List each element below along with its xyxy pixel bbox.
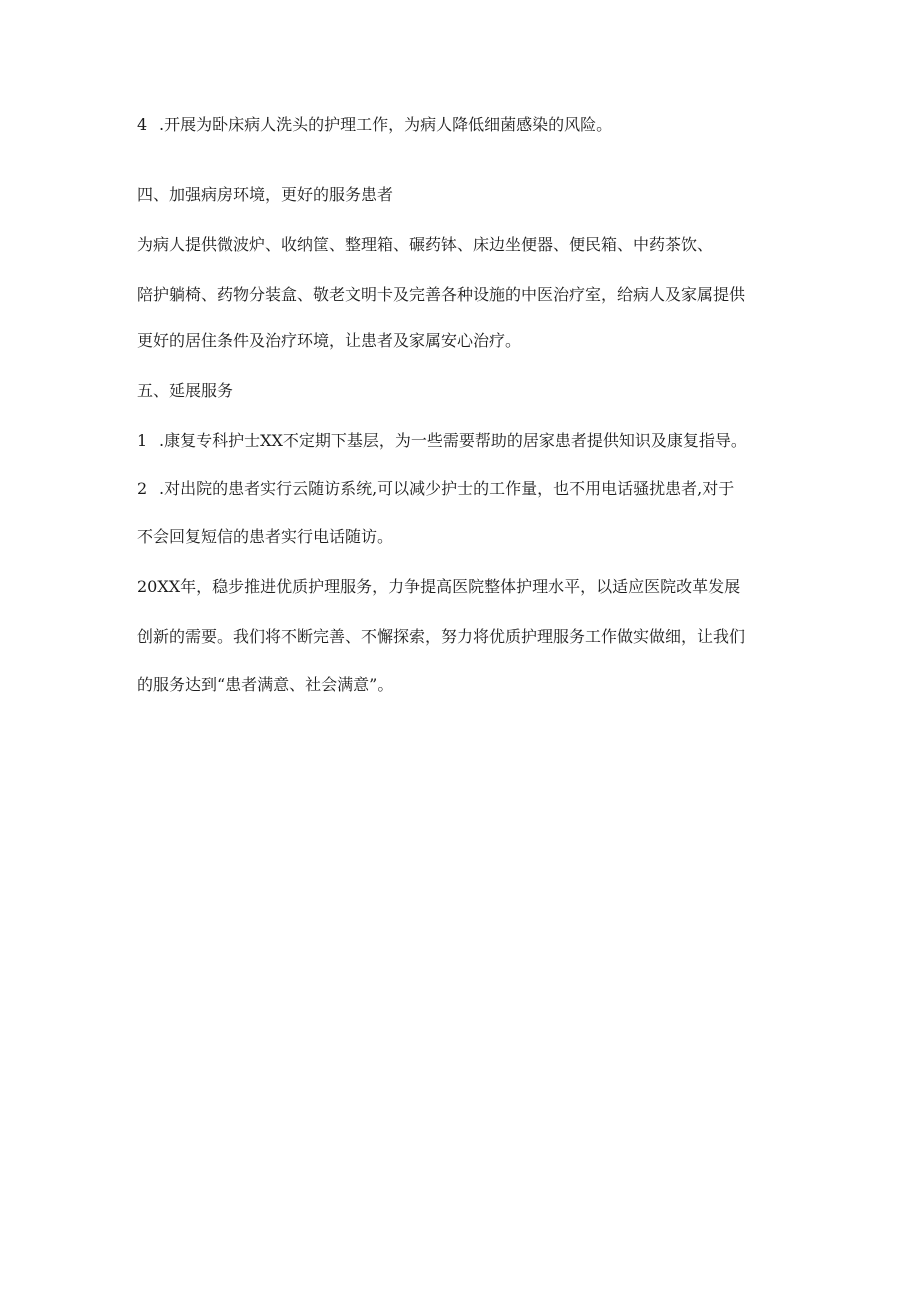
section-5-item-1-number: 1 — [137, 431, 148, 450]
section-5-item-2-number: 2 — [137, 479, 148, 498]
section-4-heading: 四、加强病房环境，更好的服务患者 — [137, 185, 394, 204]
section-5-item-1-text: .康复专科护士XX不定期下基层，为一些需要帮助的居家患者提供知识及康复指导。 — [159, 431, 747, 450]
section-5-heading: 五、延展服务 — [137, 381, 234, 400]
item-4-text: .开展为卧床病人洗头的护理工作，为病人降低细菌感染的风险。 — [159, 115, 613, 134]
item-4-number: 4 — [137, 115, 148, 134]
section-5-item-2-text: .对出院的患者实行云随访系统,可以减少护士的工作量，也不用电话骚扰患者,对于 — [159, 479, 735, 498]
closing-line-1: 20XX年，稳步推进优质护理服务，力争提高医院整体护理水平，以适应医院改革发展 — [137, 577, 741, 596]
closing-line-2: 创新的需要。我们将不断完善、不懈探索，努力将优质护理服务工作做实做细，让我们 — [137, 627, 746, 646]
section-4-line-1: 为病人提供微波炉、收纳筐、整理箱、碾药钵、床边坐便器、便民箱、中药茶饮、 — [137, 235, 714, 254]
section-4-line-2: 陪护躺椅、药物分装盒、敬老文明卡及完善各种设施的中医治疗室，给病人及家属提供 — [137, 285, 746, 304]
closing-line-3: 的服务达到“患者满意、社会满意”。 — [137, 675, 394, 694]
section-5-item-2 — [137, 478, 734, 500]
section-5-item-1 — [137, 430, 747, 452]
section-5-item-2-continuation: 不会回复短信的患者实行电话随访。 — [137, 527, 394, 546]
item-4 — [137, 114, 612, 136]
section-4-line-3: 更好的居住条件及治疗环境，让患者及家属安心治疗。 — [137, 331, 522, 350]
